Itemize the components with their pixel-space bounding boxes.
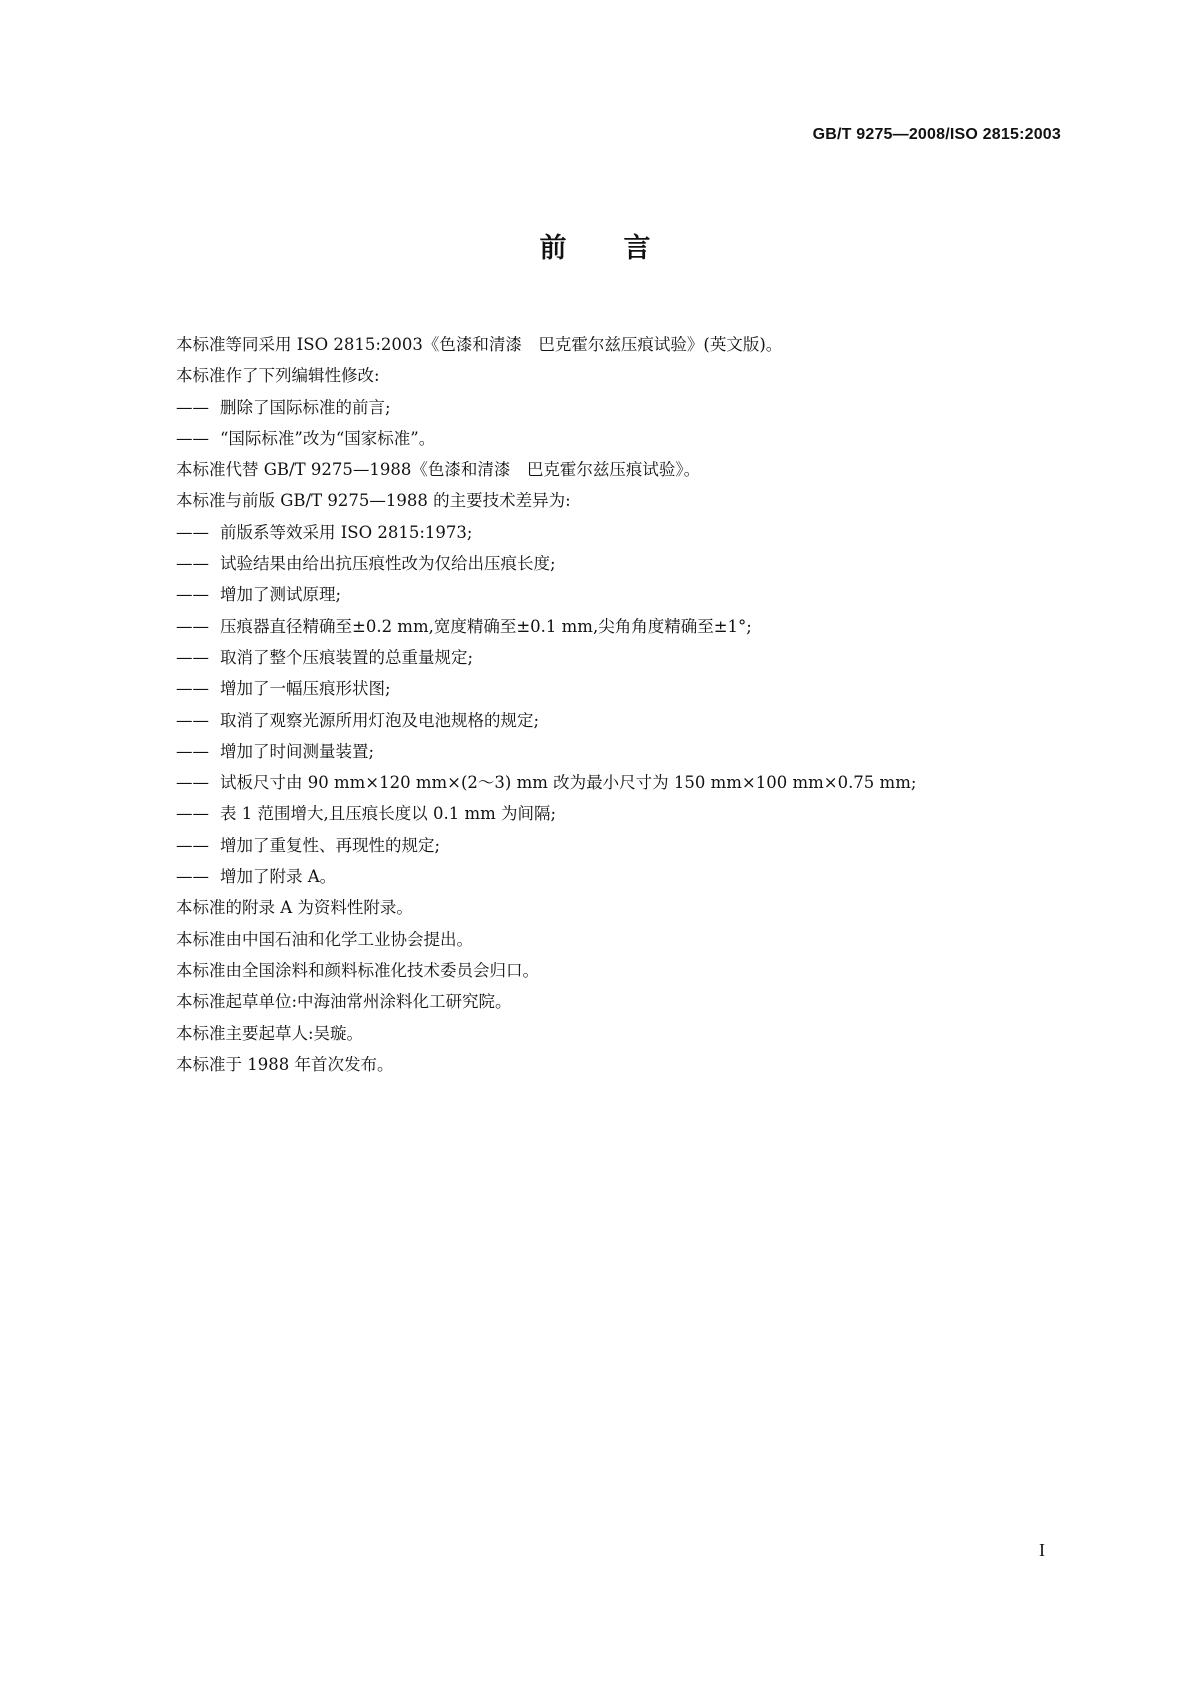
page-title [0,226,1191,265]
dash-bullet: —— [176,397,209,417]
paragraph: 本标准主要起草人:吴璇。 [176,1023,364,1043]
standard-code: GB/T 9275—2008/ISO 2815:2003 [812,126,1061,143]
paragraph: 本标准由全国涂料和颜料标准化技术委员会归口。 [176,960,539,980]
paragraph: 本标准与前版 GB/T 9275—1988 的主要技术差异为: [176,491,571,511]
list-item: —— 试板尺寸由 90 mm×120 mm×(2～3) mm 改为最小尺寸为 150 mm×100 mm×0.75 mm; [176,767,1076,798]
dash-bullet: —— [176,616,209,636]
dash-bullet: —— [176,710,209,730]
list-item: —— 增加了测试原理; [176,579,1076,610]
paragraph: 本标准代替 GB/T 9275—1988《色漆和清漆 巴克霍尔兹压痕试验》。 [176,460,701,480]
list-item: —— 增加了一幅压痕形状图; [176,673,1076,704]
paragraph: 本标准作了下列编辑性修改: [176,366,380,386]
dash-bullet: —— [176,804,209,824]
dash-bullet: —— [176,867,209,887]
dash-bullet: —— [176,679,209,699]
title-char-1: 前 [539,233,568,264]
dash-bullet: —— [176,647,209,667]
paragraph: 本标准的附录 A 为资料性附录。 [176,898,413,918]
list-item: —— 增加了附录 A。 [176,861,1076,892]
title-char-2: 言 [623,233,652,264]
dash-bullet: —— [176,835,209,855]
page-number: I [1039,1540,1045,1560]
list-item: —— 压痕器直径精确至±0.2 mm,宽度精确至±0.1 mm,尖角角度精确至±1°; [176,611,1076,642]
paragraph: 本标准于 1988 年首次发布。 [176,1054,394,1074]
list-item: —— 删除了国际标准的前言; [176,392,1076,423]
list-item: —— 取消了观察光源所用灯泡及电池规格的规定; [176,705,1076,736]
list-item: —— 增加了重复性、再现性的规定; [176,830,1076,861]
list-item: —— 增加了时间测量装置; [176,736,1076,767]
list-item: —— 试验结果由给出抗压痕性改为仅给出压痕长度; [176,548,1076,579]
dash-bullet: —— [176,773,209,793]
list-item: —— 取消了整个压痕装置的总重量规定; [176,642,1076,673]
paragraph: 本标准起草单位:中海油常州涂料化工研究院。 [176,992,512,1012]
dash-bullet: —— [176,741,209,761]
foreword-body [176,329,1076,1080]
list-item: —— 表 1 范围增大,且压痕长度以 0.1 mm 为间隔; [176,798,1076,829]
paragraph: 本标准等同采用 ISO 2815:2003《色漆和清漆 巴克霍尔兹压痕试验》(英文版)。 [176,335,783,354]
dash-bullet: —— [176,428,209,448]
dash-bullet: —— [176,554,209,574]
list-item: —— 前版系等效采用 ISO 2815:1973; [176,517,1076,548]
paragraph: 本标准由中国石油和化学工业协会提出。 [176,929,473,949]
dash-bullet: —— [176,522,209,542]
dash-bullet: —— [176,585,209,605]
list-item: —— “国际标准”改为“国家标准”。 [176,423,1076,454]
